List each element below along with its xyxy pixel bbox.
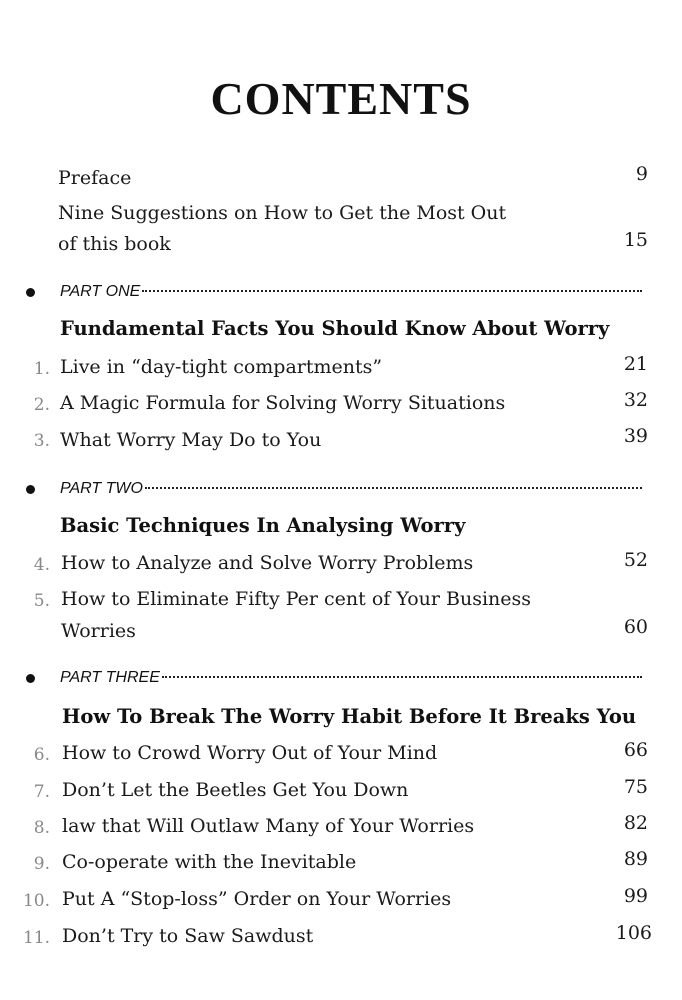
part-two-divider bbox=[60, 478, 642, 500]
page-number: 60 bbox=[623, 616, 648, 638]
toc-entry-chapter-7[interactable]: Don’t Let the Beetles Get You Down bbox=[62, 779, 409, 801]
toc-entry-chapter-6[interactable]: How to Crowd Worry Out of Your Mind bbox=[62, 742, 438, 764]
dotted-leader bbox=[142, 290, 642, 292]
toc-entry-chapter-5[interactable]: How to Eliminate Fifty Per cent of Your Business bbox=[61, 588, 532, 610]
chapter-number: 6. bbox=[33, 745, 50, 765]
part-three-divider bbox=[60, 667, 642, 689]
bullet-icon bbox=[26, 288, 35, 297]
part-label: PART ONE bbox=[60, 283, 141, 300]
page-number: 66 bbox=[623, 739, 648, 761]
chapter-number: 5. bbox=[33, 591, 50, 611]
part-heading: Basic Techniques In Analysing Worry bbox=[60, 514, 466, 537]
toc-entry-chapter-1[interactable]: Live in “day-tight compartments” bbox=[60, 356, 383, 378]
toc-entry-chapter-9[interactable]: Co-operate with the Inevitable bbox=[62, 851, 357, 873]
chapter-number: 8. bbox=[33, 818, 50, 838]
toc-entry-chapter-3[interactable]: What Worry May Do to You bbox=[60, 429, 322, 451]
toc-entry-preface[interactable]: Preface bbox=[58, 167, 132, 189]
page-title: CONTENTS bbox=[210, 73, 472, 124]
chapter-number: 7. bbox=[33, 782, 50, 802]
page-number: 82 bbox=[623, 812, 648, 834]
part-heading: Fundamental Facts You Should Know About Worry bbox=[60, 317, 610, 340]
page-number: 75 bbox=[623, 776, 648, 798]
chapter-number: 10. bbox=[22, 891, 50, 911]
page-number: 32 bbox=[623, 389, 648, 411]
page-number: 15 bbox=[623, 229, 648, 251]
part-label: PART THREE bbox=[60, 669, 160, 686]
part-one-divider bbox=[60, 281, 642, 303]
page-number: 106 bbox=[615, 922, 652, 944]
toc-entry-chapter-4[interactable]: How to Analyze and Solve Worry Problems bbox=[61, 552, 474, 574]
toc-entry-chapter-2[interactable]: A Magic Formula for Solving Worry Situations bbox=[60, 392, 506, 414]
toc-entry-chapter-5-cont[interactable]: Worries bbox=[61, 620, 136, 642]
chapter-number: 1. bbox=[33, 359, 50, 379]
page-number: 52 bbox=[623, 549, 648, 571]
chapter-number: 4. bbox=[33, 555, 50, 575]
page-number: 39 bbox=[623, 425, 648, 447]
part-label: PART TWO bbox=[60, 480, 143, 497]
toc-entry-chapter-10[interactable]: Put A “Stop-loss” Order on Your Worries bbox=[62, 888, 452, 910]
dotted-leader bbox=[145, 487, 642, 489]
toc-entry-chapter-11[interactable]: Don’t Try to Saw Sawdust bbox=[62, 925, 314, 947]
page-number: 9 bbox=[635, 163, 648, 185]
bullet-icon bbox=[26, 674, 35, 683]
chapter-number: 3. bbox=[33, 431, 50, 451]
dotted-leader bbox=[162, 676, 642, 678]
page-number: 89 bbox=[623, 848, 648, 870]
page-number: 99 bbox=[623, 885, 648, 907]
toc-entry-nine-suggestions-cont[interactable]: of this book bbox=[58, 233, 171, 255]
toc-entry-chapter-8[interactable]: law that Will Outlaw Many of Your Worries bbox=[62, 815, 475, 837]
bullet-icon bbox=[26, 485, 35, 494]
toc-entry-nine-suggestions[interactable]: Nine Suggestions on How to Get the Most Out bbox=[58, 202, 507, 224]
part-heading: How To Break The Worry Habit Before It Breaks You bbox=[62, 705, 637, 728]
chapter-number: 11. bbox=[22, 928, 50, 948]
page-number: 21 bbox=[623, 353, 648, 375]
chapter-number: 2. bbox=[33, 395, 50, 415]
chapter-number: 9. bbox=[33, 854, 50, 874]
